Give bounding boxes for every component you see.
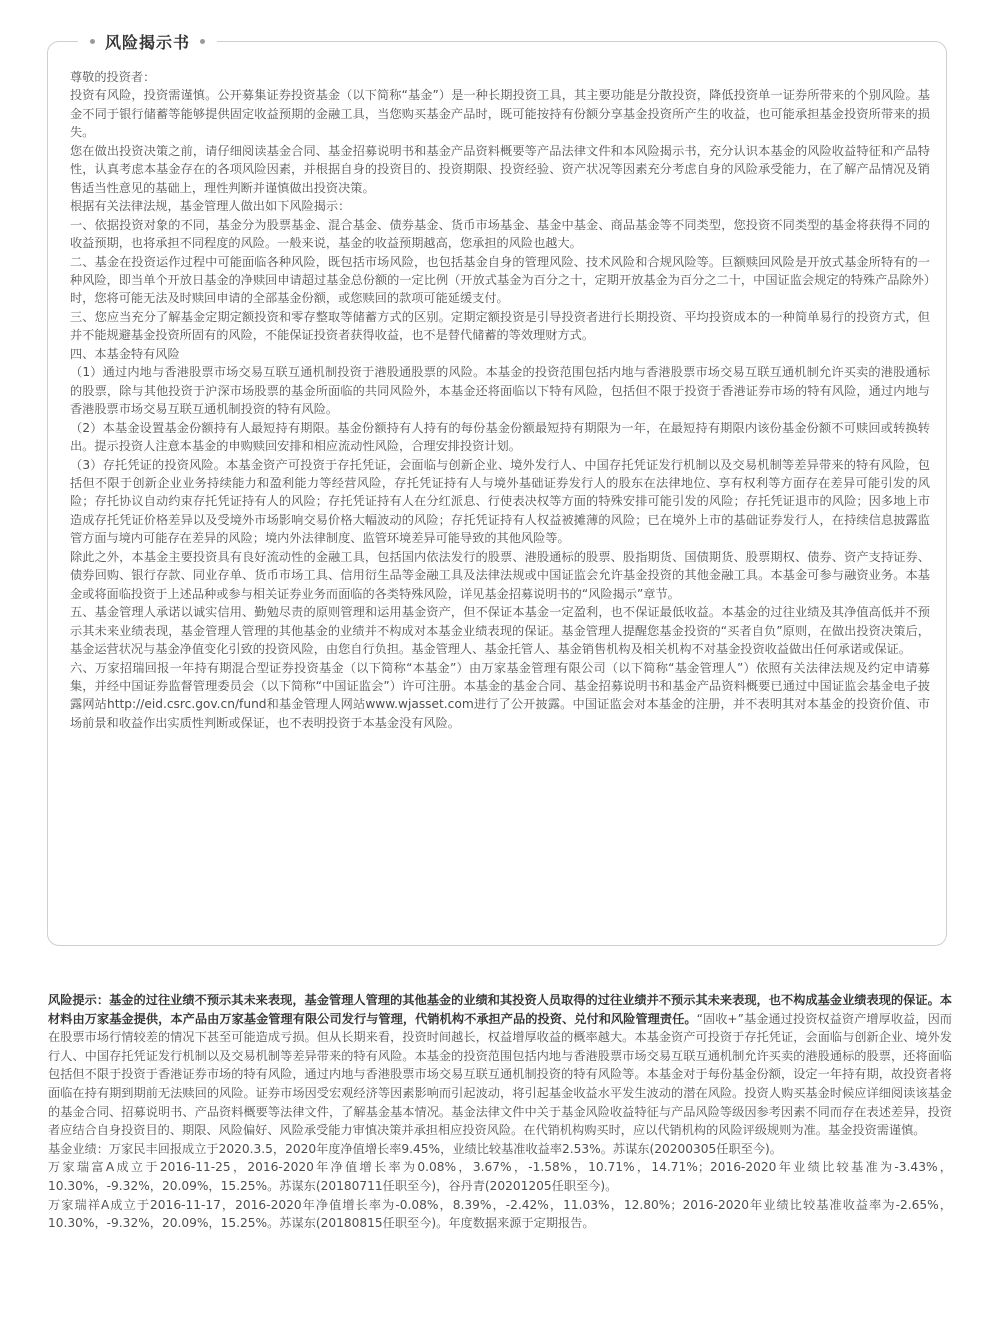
- risk-item-1: 一、依据投资对象的不同，基金分为股票基金、混合基金、债券基金、货币市场基金、基金中基金、商品基金等不同类型，您投资不同类型的基金将获得不同的收益预期，也将承担不同程度的风险。一般来说，基金的收益预期越高，您承担的风险也越大。: [70, 217, 930, 251]
- risk-paragraph-law: 根据有关法律法规，基金管理人做出如下风险揭示：: [70, 199, 351, 214]
- risk-item-4-1: （1）通过内地与香港股票市场交易互联互通机制投资于港股通股票的风险。本基金的投资范围包括内地与香港股票市场交易互联互通机制允许买卖的港股通标的股票，除与其他投资于沪深市场股票的基金所面临的共同风险外，本基金还将面临以下特有风险，包括但不限于投资于香港证券市场的特有风险，通过内地与香港股票市场交易互联互通机制投资的特有风险。: [70, 365, 930, 417]
- risk-item-4-2: （2）本基金设置基金份额持有人最短持有期限。基金份额持有人持有的每份基金份额最短持有期限为一年，在最短持有期限内该份基金份额不可赎回或转换转出。提示投资人注意本基金的申购赎回安排和相应流动性风险，合理安排投资计划。: [70, 420, 930, 454]
- risk-item-4-3: （3）存托凭证的投资风险。本基金资产可投资于存托凭证，会面临与创新企业、境外发行人、中国存托凭证发行机制以及交易机制等差异带来的特有风险，包括但不限于创新企业业务持续能力和盈利能力等经营风险，存托凭证持有人与境外基础证券发行人的股东在法律地位、享有权利等方面存在差异可能引发的风险；存托协议自动约束存托凭证持有人的风险；存托凭证持有人在分红派息、行使表决权等方面的特殊安排可能引发的风险；存托凭证退市的风险；因多地上市造成存托凭证价格差异以及受境外市场影响交易价格大幅波动的风险；存托凭证持有人权益被摊薄的风险；已在境外上市的基础证券发行人，在持续信息披露监管方面与境内可能存在差异的风险；境内外法律制度、监管环境差异可能导致的其他风险等。: [70, 457, 930, 546]
- performance-line-1: 基金业绩：万家民丰回报成立于2020.3.5，2020年度净值增长率9.45%，业绩比较基准收益率2.53%。苏谋东(20200305任职至今)。: [48, 1141, 782, 1156]
- page-title: 风险揭示书: [105, 33, 191, 52]
- risk-item-5: 五、基金管理人承诺以诚实信用、勤勉尽责的原则管理和运用基金资产，但不保证本基金一定盈利，也不保证最低收益。本基金的过往业绩及其净值高低并不预示其未来业绩表现，基金管理人管理的其他基金的业绩并不构成对本基金业绩表现的保证。基金管理人提醒您基金投资的“买者自负”原则，在做出投资决策后，基金运营状况与基金净值变化引致的投资风险，由您自行负担。基金管理人、基金托管人、基金销售机构及相关机构不对基金投资收益做出任何承诺或保证。: [70, 605, 930, 657]
- risk-notice: [48, 991, 952, 1140]
- risk-paragraph-intro: 投资有风险，投资需谨慎。公开募集证券投资基金（以下简称“基金”）是一种长期投资工具，其主要功能是分散投资，降低投资单一证券所带来的个别风险。基金不同于银行储蓄等能够提供固定收益预期的金融工具，当您购买基金产品时，既可能按持有份额分享基金投资所产生的收益，也可能承担基金投资所带来的损失。: [70, 88, 930, 140]
- risk-paragraph-decision: 您在做出投资决策之前，请仔细阅读基金合同、基金招募说明书和基金产品资料概要等产品法律文件和本风险揭示书，充分认识本基金的风险收益特征和产品特性，认真考虑本基金存在的各项风险因素，并根据自身的投资目的、投资期限、投资经验、资产状况等因素充分考虑自身的风险承受能力，在了解产品情况及销售适当性意见的基础上，理性判断并谨慎做出投资决策。: [70, 143, 930, 195]
- title-left-dot: [90, 39, 95, 44]
- risk-notice-rest: “固收+”基金通过投资权益资产增厚收益，因而在股票市场行情较差的情况下甚至可能造成亏损。但从长期来看，投资时间越长，权益增厚收益的概率越大。本基金资产可投资于存托凭证，会面临与创新企业、境外发行人、中国存托凭证发行机制以及交易机制等差异带来的特有风险。本基金的投资范围包括内地与香港股票市场交易互联互通机制允许买卖的港股通标的股票，还将面临包括但不限于投资于香港证券市场的特有风险，通过内地与香港股票市场交易互联互通机制投资的特有风险等。本基金对于每份基金份额，设定一年持有期，故投资者将面临在持有期到期前无法赎回的风险。证券市场因受宏观经济等因素影响而引起波动，将引起基金收益水平发生波动的潜在风险。投资人购买基金时候应详细阅读该基金的基金合同、招募说明书、产品资料概要等法律文件，了解基金基本情况。基金法律文件中关于基金风险收益特征与产品风险等级因参考因素不同而存在表述差异，投资者应结合自身投资目的、期限、风险偏好、风险承受能力审慎决策并承担相应投资风险。在代销机构购买时，应以代销机构的风险评级规则为准。基金投资需谨慎。: [48, 1011, 952, 1138]
- performance-line-3: 万家瑞祥A成立于2016-11-17，2016-2020年净值增长率为-0.08%，8.39%，-2.42%，11.03%，12.80%；2016-2020年业绩比较基准收益率为-2.65%，10.30%，-9.32%，20.09%，15.25%。苏谋东(20180815任职至今)。年度数据来源于定期报告。: [48, 1197, 952, 1231]
- risk-disclosure-body: [70, 68, 930, 732]
- risk-item-3: 三、您应当充分了解基金定期定额投资和零存整取等储蓄方式的区别。定期定额投资是引导投资者进行长期投资、平均投资成本的一种简单易行的投资方式，但并不能规避基金投资所固有的风险，不能保证投资者获得收益，也不是替代储蓄的等效理财方式。: [70, 309, 930, 343]
- risk-item-2: 二、基金在投资运作过程中可能面临各种风险，既包括市场风险，也包括基金自身的管理风险、技术风险和合规风险等。巨额赎回风险是开放式基金所特有的一种风险，即当单个开放日基金的净赎回申请超过基金总份额的一定比例（开放式基金为百分之十，定期开放基金为百分之二十，中国证监会规定的特殊产品除外）时，您将可能无法及时赎回申请的全部基金份额，或您赎回的款项可能延缓支付。: [70, 254, 930, 306]
- salutation: 尊敬的投资者：: [70, 70, 156, 84]
- performance-line-2: 万家瑞富A成立于2016-11-25，2016-2020年净值增长率为0.08%，3.67%，-1.58%，10.71%，14.71%；2016-2020年业绩比较基准为-3.43%，10.30%，-9.32%，20.09%，15.25%。苏谋东(20180711任职至今)，谷丹青(20201205任职至今)。: [48, 1160, 952, 1193]
- title-right-dot: [200, 39, 205, 44]
- risk-disclosure-title-wrap: [78, 30, 217, 53]
- risk-item-4-other: 除此之外，本基金主要投资具有良好流动性的金融工具，包括国内依法发行的股票、港股通标的股票、股指期货、国债期货、股票期权、债券、资产支持证券、债券回购、银行存款、同业存单、货币市场工具、信用衍生品等金融工具及法律法规或中国证监会允许基金投资的其他金融工具。本基金可参与融资业务。本基金或将面临投资于上述品种或参与相关证券业务而面临的各类特殊风险，详见基金招募说明书的“风险揭示”章节。: [70, 549, 930, 601]
- risk-notice-bold: 风险提示：基金的过往业绩不预示其未来表现，基金管理人管理的其他基金的业绩和其投资人员取得的过往业绩并不预示其未来表现，也不构成基金业绩表现的保证。本材料由万家基金提供，本产品由万家基金管理有限公司发行与管理，代销机构不承担产品的投资、兑付和风险管理责任。: [48, 993, 952, 1026]
- risk-notice-section: [48, 991, 952, 1233]
- risk-item-4-heading: 四、本基金特有风险: [70, 346, 180, 361]
- risk-item-6: 六、万家招瑞回报一年持有期混合型证券投资基金（以下简称“本基金”）由万家基金管理有限公司（以下简称“基金管理人”）依照有关法律法规及约定申请募集，并经中国证券监督管理委员会（以下简称“中国证监会”）许可注册。本基金的基金合同、基金招募说明书和基金产品资料概要已通过中国证监会基金电子披露网站http://eid.csrc.gov.cn/fund和基金管理人网站www.wjasset.com进行了公开披露。中国证监会对本基金的注册，并不表明其对本基金的投资价值、市场前景和收益作出实质性判断或保证，也不表明投资于本基金没有风险。: [70, 660, 930, 730]
